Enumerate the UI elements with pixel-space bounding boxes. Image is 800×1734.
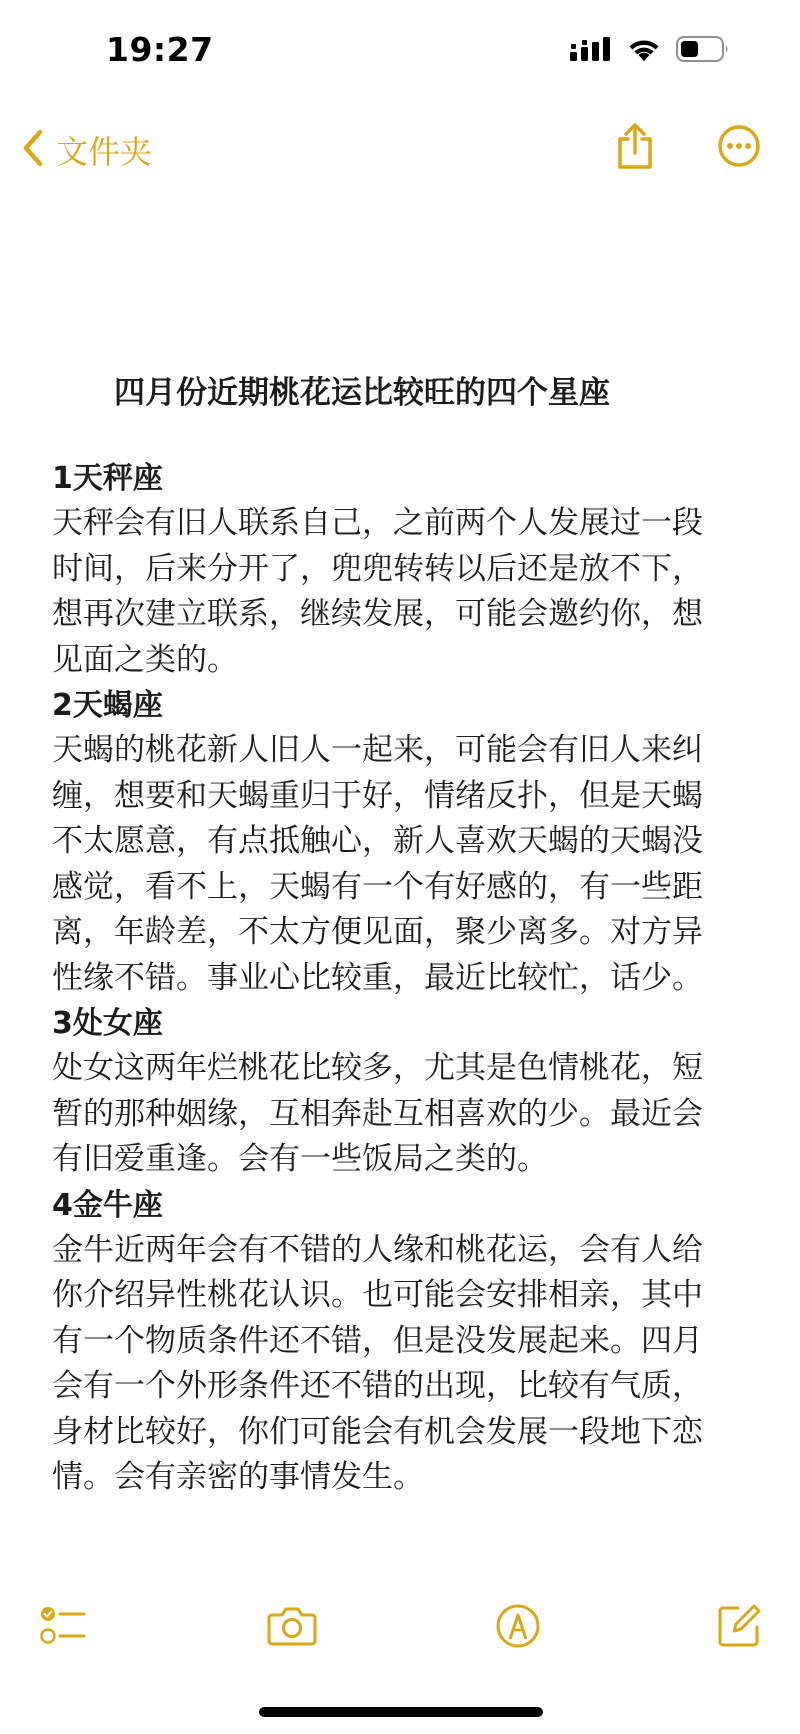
camera-button[interactable] bbox=[260, 1596, 324, 1660]
paragraph-line: 时间，后来分开了，兜兜转转以后还是放不下， bbox=[52, 550, 703, 587]
checklist-button[interactable] bbox=[32, 1596, 96, 1660]
paragraph-line: 离，年龄差，不太方便见面，聚少离多。对方异 bbox=[52, 914, 703, 950]
share-button[interactable] bbox=[605, 118, 665, 178]
paragraph-line: 想再次建立联系，继续发展，可能会邀约你，想 bbox=[52, 596, 703, 632]
paragraph-line: 缠，想要和天蝎重归于好，情绪反扑，但是天蝎 bbox=[52, 777, 703, 814]
note-title: 四月份近期桃花运比较旺的四个星座 bbox=[114, 375, 610, 411]
status-bar bbox=[0, 0, 800, 110]
paragraph-line: 天蝎的桃花新人旧人一起来，可能会有旧人来纠 bbox=[52, 732, 703, 768]
note-body[interactable] bbox=[52, 370, 752, 1501]
share-icon bbox=[615, 122, 655, 174]
cellular-signal-icon bbox=[570, 37, 612, 61]
section-heading: 1天秤座 bbox=[52, 461, 163, 496]
nav-bar bbox=[0, 110, 800, 192]
paragraph-line: 不太愿意，有点抵触心，新人喜欢天蝎的天蝎没 bbox=[52, 823, 703, 859]
title-spacer bbox=[52, 416, 752, 456]
section-heading: 4金牛座 bbox=[52, 1187, 163, 1223]
section-paragraph bbox=[52, 1228, 738, 1501]
paragraph-line: 金牛近两年会有不错的人缘和桃花运，会有人给 bbox=[52, 1231, 703, 1268]
back-button[interactable] bbox=[22, 120, 152, 180]
paragraph-line: 你介绍异性桃花认识。也可能会安排相亲，其中 bbox=[52, 1277, 703, 1313]
paragraph-line: 有旧爱重逢。会有一些饭局之类的。 bbox=[52, 1141, 548, 1177]
section-heading: 3处女座 bbox=[52, 1006, 163, 1041]
note-section bbox=[52, 1183, 752, 1501]
home-indicator[interactable] bbox=[259, 1707, 543, 1717]
wifi-icon bbox=[626, 36, 662, 62]
bottom-toolbar bbox=[0, 1596, 800, 1666]
paragraph-line: 有一个物质条件还不错，但是没发展起来。四月 bbox=[52, 1322, 703, 1359]
checklist-icon bbox=[40, 1604, 88, 1652]
more-icon bbox=[717, 124, 761, 172]
battery-icon bbox=[676, 36, 730, 62]
paragraph-line: 情。会有亲密的事情发生。 bbox=[52, 1459, 424, 1495]
paragraph-line: 感觉，看不上，天蝎有一个有好感的，有一些距 bbox=[52, 868, 703, 905]
paragraph-line: 身材比较好，你们可能会有机会发展一段地下恋 bbox=[52, 1413, 703, 1450]
section-heading: 2天蝎座 bbox=[52, 688, 163, 723]
compose-button[interactable] bbox=[707, 1596, 771, 1660]
section-paragraph bbox=[52, 728, 738, 1001]
back-label: 文件夹 bbox=[56, 133, 153, 171]
paragraph-line: 处女这两年烂桃花比较多，尤其是色情桃花，短 bbox=[52, 1050, 703, 1086]
chevron-left-icon bbox=[22, 129, 44, 171]
note-section bbox=[52, 683, 752, 1001]
markup-button[interactable] bbox=[486, 1596, 550, 1660]
more-button[interactable] bbox=[709, 118, 769, 178]
status-time: 19:27 bbox=[106, 30, 214, 69]
paragraph-line: 性缘不错。事业心比较重，最近比较忙，话少。 bbox=[52, 959, 703, 996]
section-paragraph bbox=[52, 1046, 738, 1183]
status-icons bbox=[570, 36, 730, 62]
paragraph-line: 暂的那种姻缘，互相奔赴互相喜欢的少。最近会 bbox=[52, 1095, 703, 1132]
compose-icon bbox=[716, 1603, 762, 1653]
note-section bbox=[52, 456, 752, 683]
paragraph-line: 见面之类的。 bbox=[52, 641, 238, 678]
paragraph-line: 天秤会有旧人联系自己，之前两个人发展过一段 bbox=[52, 505, 703, 541]
markup-icon bbox=[495, 1603, 541, 1653]
section-paragraph bbox=[52, 501, 738, 683]
camera-icon bbox=[267, 1606, 317, 1650]
paragraph-line: 会有一个外形条件还不错的出现，比较有气质， bbox=[52, 1368, 703, 1404]
note-section bbox=[52, 1001, 752, 1183]
